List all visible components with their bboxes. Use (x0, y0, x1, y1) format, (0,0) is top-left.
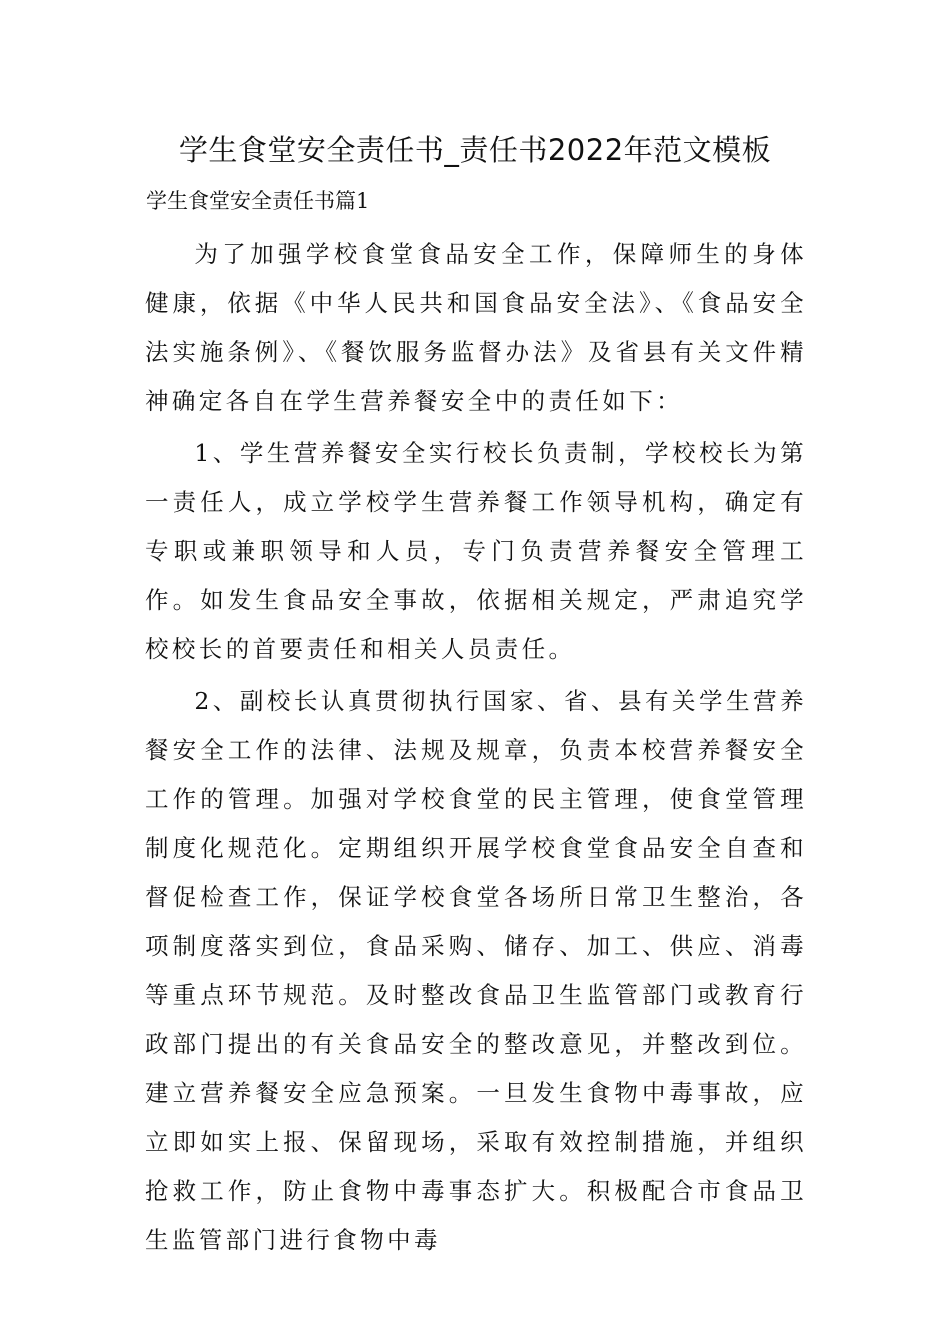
document-subtitle: 学生食堂安全责任书篇1 (146, 189, 370, 213)
paragraph-item-2: 2、副校长认真贯彻执行国家、省、县有关学生营养餐安全工作的法律、法规及规章，负责本校营养餐安全工作的管理。加强对学校食堂的民主管理，使食堂管理制度化规范化。定期组织开展学校食堂食品安全自查和督促检查工作，保证学校食堂各场所日常卫生整治，各项制度落实到位，食品采购、储存、加工、供应、消毒等重点环节规范。及时整改食品卫生监管部门或教育行政部门提出的有关食品安全的整改意见，并整改到位。建立营养餐安全应急预案。一旦发生食物中毒事故，应立即如实上报、保留现场，采取有效控制措施，并组织抢救工作，防止食物中毒事态扩大。积极配合市食品卫生监管部门进行食物中毒 (145, 687, 807, 1254)
paragraph-item-1: 1、学生营养餐安全实行校长负责制，学校校长为第一责任人，成立学校学生营养餐工作领导机构，确定有专职或兼职领导和人员，专门负责营养餐安全管理工作。如发生食品安全事故，依据相关规定，严肃追究学校校长的首要责任和相关人员责任。 (145, 439, 807, 663)
paragraph-intro: 为了加强学校食堂食品安全工作，保障师生的身体健康，依据《中华人民共和国食品安全法》、《食品安全法实施条例》、《餐饮服务监督办法》及省县有关文件精神确定各自在学生营养餐安全中的责任如下： (145, 240, 807, 415)
document-title: 学生食堂安全责任书_责任书2022年范文模板 (178, 133, 772, 167)
document-body (145, 230, 807, 1265)
